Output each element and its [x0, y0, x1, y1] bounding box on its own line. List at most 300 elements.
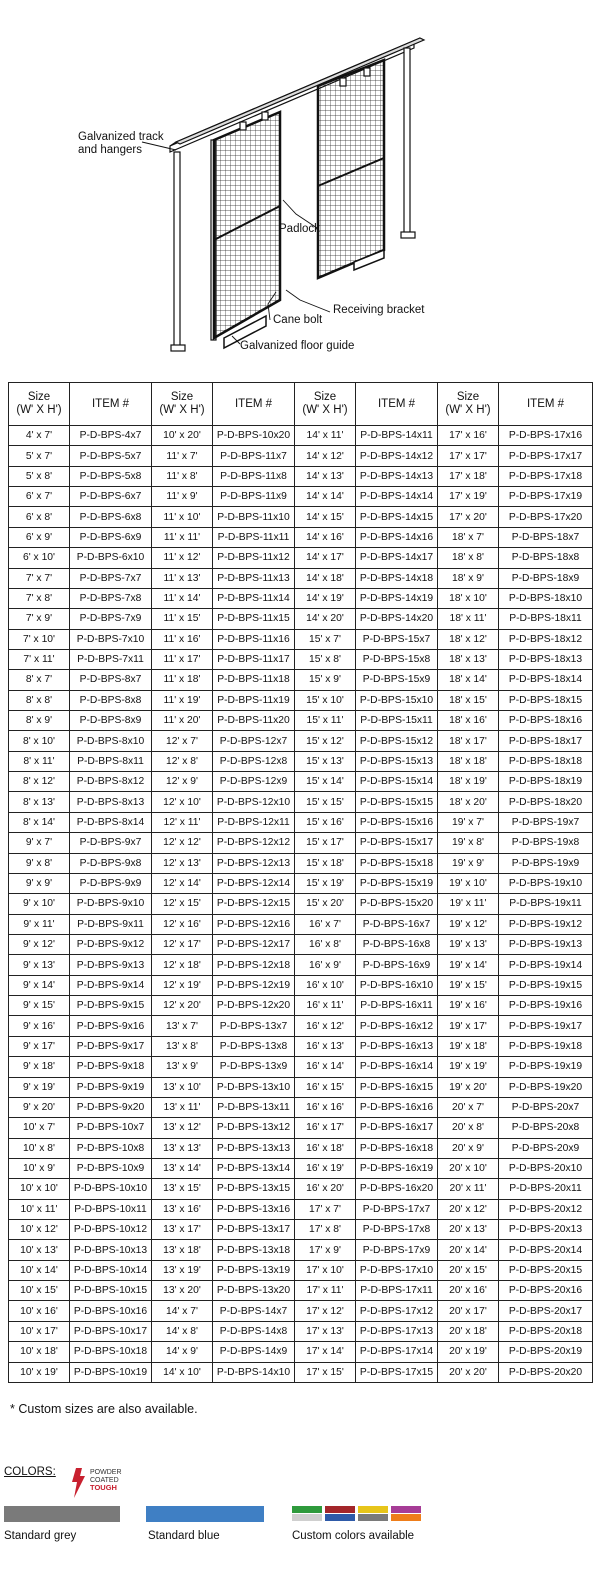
size-cell: 20' x 15' [438, 1260, 499, 1280]
size-cell: 15' x 7' [295, 629, 356, 649]
size-cell: 11' x 12' [152, 548, 213, 568]
item-cell: P-D-BPS-9x9 [70, 873, 152, 893]
item-cell: P-D-BPS-9x15 [70, 996, 152, 1016]
item-cell: P-D-BPS-20x15 [499, 1260, 593, 1280]
size-cell: 13' x 7' [152, 1016, 213, 1036]
table-row [9, 446, 593, 466]
powder-coated-badge [66, 1464, 136, 1504]
item-cell: P-D-BPS-7x9 [70, 609, 152, 629]
item-cell: P-D-BPS-6x8 [70, 507, 152, 527]
table-row [9, 934, 593, 954]
size-cell: 8' x 10' [9, 731, 70, 751]
size-cell: 11' x 10' [152, 507, 213, 527]
badge-line-3: TOUGH [90, 1483, 117, 1492]
item-cell: P-D-BPS-13x13 [213, 1138, 295, 1158]
size-cell: 17' x 11' [295, 1281, 356, 1301]
size-cell: 14' x 10' [152, 1362, 213, 1382]
size-cell: 15' x 15' [295, 792, 356, 812]
size-cell: 14' x 9' [152, 1342, 213, 1362]
item-cell: P-D-BPS-19x14 [499, 955, 593, 975]
size-cell: 15' x 18' [295, 853, 356, 873]
item-cell: P-D-BPS-14x12 [356, 446, 438, 466]
table-row [9, 1260, 593, 1280]
item-cell: P-D-BPS-9x20 [70, 1097, 152, 1117]
item-cell: P-D-BPS-20x8 [499, 1118, 593, 1138]
item-cell: P-D-BPS-19x18 [499, 1036, 593, 1056]
size-cell: 8' x 7' [9, 670, 70, 690]
item-cell: P-D-BPS-14x10 [213, 1362, 295, 1382]
size-cell: 16' x 20' [295, 1179, 356, 1199]
item-cell: P-D-BPS-13x20 [213, 1281, 295, 1301]
item-cell: P-D-BPS-18x13 [499, 649, 593, 669]
item-cell: P-D-BPS-14x13 [356, 466, 438, 486]
item-cell: P-D-BPS-16x20 [356, 1179, 438, 1199]
item-cell: P-D-BPS-11x13 [213, 568, 295, 588]
size-cell: 20' x 13' [438, 1220, 499, 1240]
size-cell: 12' x 13' [152, 853, 213, 873]
size-cell: 10' x 19' [9, 1362, 70, 1382]
item-cell: P-D-BPS-19x12 [499, 914, 593, 934]
table-row [9, 1220, 593, 1240]
item-cell: P-D-BPS-16x12 [356, 1016, 438, 1036]
size-cell: 7' x 10' [9, 629, 70, 649]
item-cell: P-D-BPS-6x7 [70, 487, 152, 507]
item-cell: P-D-BPS-11x8 [213, 466, 295, 486]
size-cell: 17' x 14' [295, 1342, 356, 1362]
size-cell: 9' x 15' [9, 996, 70, 1016]
size-cell: 9' x 14' [9, 975, 70, 995]
size-cell: 20' x 20' [438, 1362, 499, 1382]
size-cell: 18' x 7' [438, 527, 499, 547]
item-cell: P-D-BPS-10x11 [70, 1199, 152, 1219]
item-cell: P-D-BPS-7x11 [70, 649, 152, 669]
item-cell: P-D-BPS-11x10 [213, 507, 295, 527]
size-cell: 20' x 9' [438, 1138, 499, 1158]
item-cell: P-D-BPS-10x14 [70, 1260, 152, 1280]
size-cell: 18' x 19' [438, 772, 499, 792]
size-cell: 6' x 8' [9, 507, 70, 527]
custom-color-swatch [325, 1506, 355, 1513]
item-cell: P-D-BPS-12x8 [213, 751, 295, 771]
item-cell: P-D-BPS-12x9 [213, 772, 295, 792]
custom-color-swatch [358, 1514, 388, 1521]
item-cell: P-D-BPS-7x10 [70, 629, 152, 649]
size-cell: 17' x 12' [295, 1301, 356, 1321]
item-cell: P-D-BPS-19x7 [499, 812, 593, 832]
item-cell: P-D-BPS-11x20 [213, 711, 295, 731]
table-row [9, 996, 593, 1016]
header-dims-label: (W' X H') [159, 404, 205, 416]
table-row [9, 487, 593, 507]
item-cell: P-D-BPS-13x18 [213, 1240, 295, 1260]
header-size-label: Size [313, 391, 337, 403]
item-cell: P-D-BPS-14x11 [356, 426, 438, 446]
custom-color-swatch [391, 1506, 421, 1513]
size-cell: 11' x 13' [152, 568, 213, 588]
size-cell: 18' x 9' [438, 568, 499, 588]
size-cell: 10' x 9' [9, 1158, 70, 1178]
table-row [9, 792, 593, 812]
size-cell: 10' x 17' [9, 1321, 70, 1341]
size-cell: 9' x 11' [9, 914, 70, 934]
item-cell: P-D-BPS-13x16 [213, 1199, 295, 1219]
colors-label: COLORS: [4, 1466, 56, 1478]
table-row [9, 1301, 593, 1321]
item-cell: P-D-BPS-16x11 [356, 996, 438, 1016]
item-cell: P-D-BPS-12x16 [213, 914, 295, 934]
size-cell: 17' x 9' [295, 1240, 356, 1260]
item-cell: P-D-BPS-7x8 [70, 588, 152, 608]
size-cell: 10' x 11' [9, 1199, 70, 1219]
badge-icon [66, 1464, 136, 1504]
table-row [9, 731, 593, 751]
item-cell: P-D-BPS-20x11 [499, 1179, 593, 1199]
size-cell: 18' x 18' [438, 751, 499, 771]
table-row [9, 1179, 593, 1199]
item-cell: P-D-BPS-10x15 [70, 1281, 152, 1301]
size-cell: 19' x 8' [438, 833, 499, 853]
size-cell: 9' x 13' [9, 955, 70, 975]
item-cell: P-D-BPS-11x15 [213, 609, 295, 629]
size-cell: 17' x 20' [438, 507, 499, 527]
size-cell: 19' x 10' [438, 873, 499, 893]
size-cell: 17' x 10' [295, 1260, 356, 1280]
header-item: ITEM # [70, 383, 152, 426]
item-cell: P-D-BPS-10x7 [70, 1118, 152, 1138]
table-body [9, 426, 593, 1383]
table-row [9, 1362, 593, 1382]
item-cell: P-D-BPS-8x8 [70, 690, 152, 710]
size-cell: 19' x 7' [438, 812, 499, 832]
size-cell: 20' x 12' [438, 1199, 499, 1219]
item-cell: P-D-BPS-15x13 [356, 751, 438, 771]
size-cell: 12' x 7' [152, 731, 213, 751]
table-row [9, 527, 593, 547]
size-cell: 19' x 19' [438, 1057, 499, 1077]
item-cell: P-D-BPS-16x19 [356, 1158, 438, 1178]
item-cell: P-D-BPS-16x16 [356, 1097, 438, 1117]
item-cell: P-D-BPS-19x13 [499, 934, 593, 954]
size-cell: 15' x 20' [295, 894, 356, 914]
header-item: ITEM # [499, 383, 593, 426]
table-row [9, 1281, 593, 1301]
table-row [9, 1077, 593, 1097]
item-cell: P-D-BPS-20x17 [499, 1301, 593, 1321]
left-panel [214, 112, 280, 348]
table-row [9, 1158, 593, 1178]
item-cell: P-D-BPS-18x10 [499, 588, 593, 608]
item-cell: P-D-BPS-19x20 [499, 1077, 593, 1097]
size-cell: 13' x 20' [152, 1281, 213, 1301]
size-cell: 18' x 13' [438, 649, 499, 669]
size-cell: 11' x 17' [152, 649, 213, 669]
size-cell: 15' x 13' [295, 751, 356, 771]
size-cell: 18' x 16' [438, 711, 499, 731]
size-cell: 16' x 14' [295, 1057, 356, 1077]
item-cell: P-D-BPS-20x13 [499, 1220, 593, 1240]
item-cell: P-D-BPS-8x12 [70, 772, 152, 792]
size-cell: 5' x 7' [9, 446, 70, 466]
item-cell: P-D-BPS-6x10 [70, 548, 152, 568]
size-cell: 10' x 13' [9, 1240, 70, 1260]
size-cell: 19' x 17' [438, 1016, 499, 1036]
size-cell: 7' x 9' [9, 609, 70, 629]
size-cell: 16' x 11' [295, 996, 356, 1016]
item-cell: P-D-BPS-9x13 [70, 955, 152, 975]
table-row [9, 649, 593, 669]
header-size [438, 383, 499, 426]
table-row [9, 1342, 593, 1362]
size-cell: 19' x 16' [438, 996, 499, 1016]
size-cell: 14' x 16' [295, 527, 356, 547]
item-cell: P-D-BPS-11x16 [213, 629, 295, 649]
size-cell: 19' x 18' [438, 1036, 499, 1056]
size-cell: 11' x 14' [152, 588, 213, 608]
badge-line-1: POWDER [90, 1469, 122, 1476]
item-cell: P-D-BPS-17x11 [356, 1281, 438, 1301]
item-cell: P-D-BPS-19x15 [499, 975, 593, 995]
item-cell: P-D-BPS-16x13 [356, 1036, 438, 1056]
item-cell: P-D-BPS-11x11 [213, 527, 295, 547]
size-cell: 18' x 10' [438, 588, 499, 608]
size-cell: 8' x 14' [9, 812, 70, 832]
size-cell: 16' x 17' [295, 1118, 356, 1138]
item-cell: P-D-BPS-13x17 [213, 1220, 295, 1240]
table-row [9, 711, 593, 731]
item-cell: P-D-BPS-17x14 [356, 1342, 438, 1362]
item-cell: P-D-BPS-12x20 [213, 996, 295, 1016]
header-size [152, 383, 213, 426]
item-cell: P-D-BPS-16x9 [356, 955, 438, 975]
item-cell: P-D-BPS-11x7 [213, 446, 295, 466]
item-cell: P-D-BPS-13x8 [213, 1036, 295, 1056]
table-row [9, 853, 593, 873]
table-row [9, 1240, 593, 1260]
item-cell: P-D-BPS-20x19 [499, 1342, 593, 1362]
size-cell: 11' x 15' [152, 609, 213, 629]
item-cell: P-D-BPS-20x10 [499, 1158, 593, 1178]
size-cell: 18' x 11' [438, 609, 499, 629]
item-cell: P-D-BPS-15x9 [356, 670, 438, 690]
table-row [9, 751, 593, 771]
size-cell: 11' x 9' [152, 487, 213, 507]
item-cell: P-D-BPS-5x7 [70, 446, 152, 466]
footnote: * Custom sizes are also available. [10, 1402, 198, 1416]
item-cell: P-D-BPS-17x19 [499, 487, 593, 507]
item-cell: P-D-BPS-9x7 [70, 833, 152, 853]
size-table [8, 382, 593, 1383]
table-row [9, 466, 593, 486]
item-cell: P-D-BPS-9x10 [70, 894, 152, 914]
item-cell: P-D-BPS-11x19 [213, 690, 295, 710]
table-row [9, 1199, 593, 1219]
callout-floor-guide: Galvanized floor guide [240, 340, 355, 352]
table-row [9, 975, 593, 995]
size-cell: 9' x 18' [9, 1057, 70, 1077]
size-cell: 15' x 9' [295, 670, 356, 690]
size-cell: 10' x 16' [9, 1301, 70, 1321]
item-cell: P-D-BPS-10x13 [70, 1240, 152, 1260]
item-cell: P-D-BPS-12x13 [213, 853, 295, 873]
size-cell: 9' x 7' [9, 833, 70, 853]
swatch-standard-blue [146, 1506, 264, 1522]
size-cell: 12' x 12' [152, 833, 213, 853]
header-item: ITEM # [356, 383, 438, 426]
size-cell: 14' x 7' [152, 1301, 213, 1321]
size-cell: 10' x 20' [152, 426, 213, 446]
table-row [9, 609, 593, 629]
table-row [9, 588, 593, 608]
item-cell: P-D-BPS-15x12 [356, 731, 438, 751]
table-row [9, 690, 593, 710]
item-cell: P-D-BPS-6x9 [70, 527, 152, 547]
item-cell: P-D-BPS-12x18 [213, 955, 295, 975]
table-row [9, 507, 593, 527]
size-cell: 8' x 13' [9, 792, 70, 812]
item-cell: P-D-BPS-20x12 [499, 1199, 593, 1219]
size-cell: 20' x 8' [438, 1118, 499, 1138]
size-cell: 18' x 20' [438, 792, 499, 812]
item-cell: P-D-BPS-16x8 [356, 934, 438, 954]
swatch-standard-grey [4, 1506, 120, 1522]
size-cell: 13' x 8' [152, 1036, 213, 1056]
item-cell: P-D-BPS-11x14 [213, 588, 295, 608]
item-cell: P-D-BPS-8x9 [70, 711, 152, 731]
callout-track [78, 131, 164, 157]
size-cell: 9' x 17' [9, 1036, 70, 1056]
item-cell: P-D-BPS-4x7 [70, 426, 152, 446]
table-row [9, 1057, 593, 1077]
item-cell: P-D-BPS-15x10 [356, 690, 438, 710]
size-cell: 16' x 9' [295, 955, 356, 975]
size-cell: 15' x 16' [295, 812, 356, 832]
size-cell: 16' x 10' [295, 975, 356, 995]
item-cell: P-D-BPS-9x11 [70, 914, 152, 934]
callout-cane-bolt: Cane bolt [273, 314, 323, 326]
size-cell: 12' x 18' [152, 955, 213, 975]
size-cell: 17' x 16' [438, 426, 499, 446]
size-cell: 17' x 18' [438, 466, 499, 486]
custom-color-swatch [292, 1514, 322, 1521]
item-cell: P-D-BPS-17x9 [356, 1240, 438, 1260]
size-cell: 14' x 14' [295, 487, 356, 507]
size-cell: 15' x 10' [295, 690, 356, 710]
item-cell: P-D-BPS-9x14 [70, 975, 152, 995]
item-cell: P-D-BPS-10x16 [70, 1301, 152, 1321]
item-cell: P-D-BPS-17x12 [356, 1301, 438, 1321]
item-cell: P-D-BPS-19x16 [499, 996, 593, 1016]
size-cell: 12' x 14' [152, 873, 213, 893]
item-cell: P-D-BPS-18x18 [499, 751, 593, 771]
size-cell: 20' x 7' [438, 1097, 499, 1117]
item-cell: P-D-BPS-15x15 [356, 792, 438, 812]
item-cell: P-D-BPS-5x8 [70, 466, 152, 486]
item-cell: P-D-BPS-18x20 [499, 792, 593, 812]
size-cell: 18' x 12' [438, 629, 499, 649]
size-cell: 13' x 10' [152, 1077, 213, 1097]
badge-line-2: COATED [90, 1477, 119, 1484]
item-cell: P-D-BPS-18x14 [499, 670, 593, 690]
table-row [9, 629, 593, 649]
item-cell: P-D-BPS-9x18 [70, 1057, 152, 1077]
item-cell: P-D-BPS-16x15 [356, 1077, 438, 1097]
size-cell: 19' x 13' [438, 934, 499, 954]
size-cell: 12' x 17' [152, 934, 213, 954]
item-cell: P-D-BPS-18x9 [499, 568, 593, 588]
item-cell: P-D-BPS-14x15 [356, 507, 438, 527]
size-cell: 15' x 8' [295, 649, 356, 669]
sliding-door-illustration [0, 0, 600, 378]
size-cell: 14' x 15' [295, 507, 356, 527]
size-cell: 19' x 14' [438, 955, 499, 975]
label-standard-blue: Standard blue [148, 1530, 220, 1542]
header-item: ITEM # [213, 383, 295, 426]
size-cell: 13' x 9' [152, 1057, 213, 1077]
size-cell: 17' x 15' [295, 1362, 356, 1382]
table-row [9, 1036, 593, 1056]
callout-padlock: Padlock [279, 223, 320, 235]
table-row [9, 426, 593, 446]
item-cell: P-D-BPS-20x18 [499, 1321, 593, 1341]
size-cell: 10' x 15' [9, 1281, 70, 1301]
size-cell: 13' x 15' [152, 1179, 213, 1199]
track [170, 38, 424, 152]
item-cell: P-D-BPS-18x8 [499, 548, 593, 568]
item-cell: P-D-BPS-20x14 [499, 1240, 593, 1260]
item-cell: P-D-BPS-9x12 [70, 934, 152, 954]
item-cell: P-D-BPS-18x17 [499, 731, 593, 751]
item-cell: P-D-BPS-8x10 [70, 731, 152, 751]
size-cell: 9' x 16' [9, 1016, 70, 1036]
size-cell: 6' x 10' [9, 548, 70, 568]
size-cell: 14' x 11' [295, 426, 356, 446]
table-row [9, 1016, 593, 1036]
item-cell: P-D-BPS-13x9 [213, 1057, 295, 1077]
item-cell: P-D-BPS-14x8 [213, 1321, 295, 1341]
size-cell: 12' x 15' [152, 894, 213, 914]
item-cell: P-D-BPS-14x7 [213, 1301, 295, 1321]
size-cell: 12' x 11' [152, 812, 213, 832]
item-cell: P-D-BPS-15x7 [356, 629, 438, 649]
size-cell: 9' x 9' [9, 873, 70, 893]
size-cell: 12' x 20' [152, 996, 213, 1016]
size-cell: 19' x 9' [438, 853, 499, 873]
item-cell: P-D-BPS-17x18 [499, 466, 593, 486]
item-cell: P-D-BPS-8x13 [70, 792, 152, 812]
item-cell: P-D-BPS-12x7 [213, 731, 295, 751]
size-cell: 14' x 8' [152, 1321, 213, 1341]
custom-color-swatch [325, 1514, 355, 1521]
size-cell: 20' x 14' [438, 1240, 499, 1260]
table-row [9, 1138, 593, 1158]
item-cell: P-D-BPS-13x12 [213, 1118, 295, 1138]
size-cell: 13' x 12' [152, 1118, 213, 1138]
item-cell: P-D-BPS-13x11 [213, 1097, 295, 1117]
size-cell: 10' x 8' [9, 1138, 70, 1158]
item-cell: P-D-BPS-13x15 [213, 1179, 295, 1199]
item-cell: P-D-BPS-11x9 [213, 487, 295, 507]
item-cell: P-D-BPS-9x16 [70, 1016, 152, 1036]
size-cell: 6' x 9' [9, 527, 70, 547]
item-cell: P-D-BPS-14x9 [213, 1342, 295, 1362]
table-row [9, 772, 593, 792]
item-cell: P-D-BPS-19x19 [499, 1057, 593, 1077]
table-row [9, 1321, 593, 1341]
size-cell: 7' x 8' [9, 588, 70, 608]
item-cell: P-D-BPS-17x17 [499, 446, 593, 466]
size-cell: 14' x 20' [295, 609, 356, 629]
item-cell: P-D-BPS-18x15 [499, 690, 593, 710]
